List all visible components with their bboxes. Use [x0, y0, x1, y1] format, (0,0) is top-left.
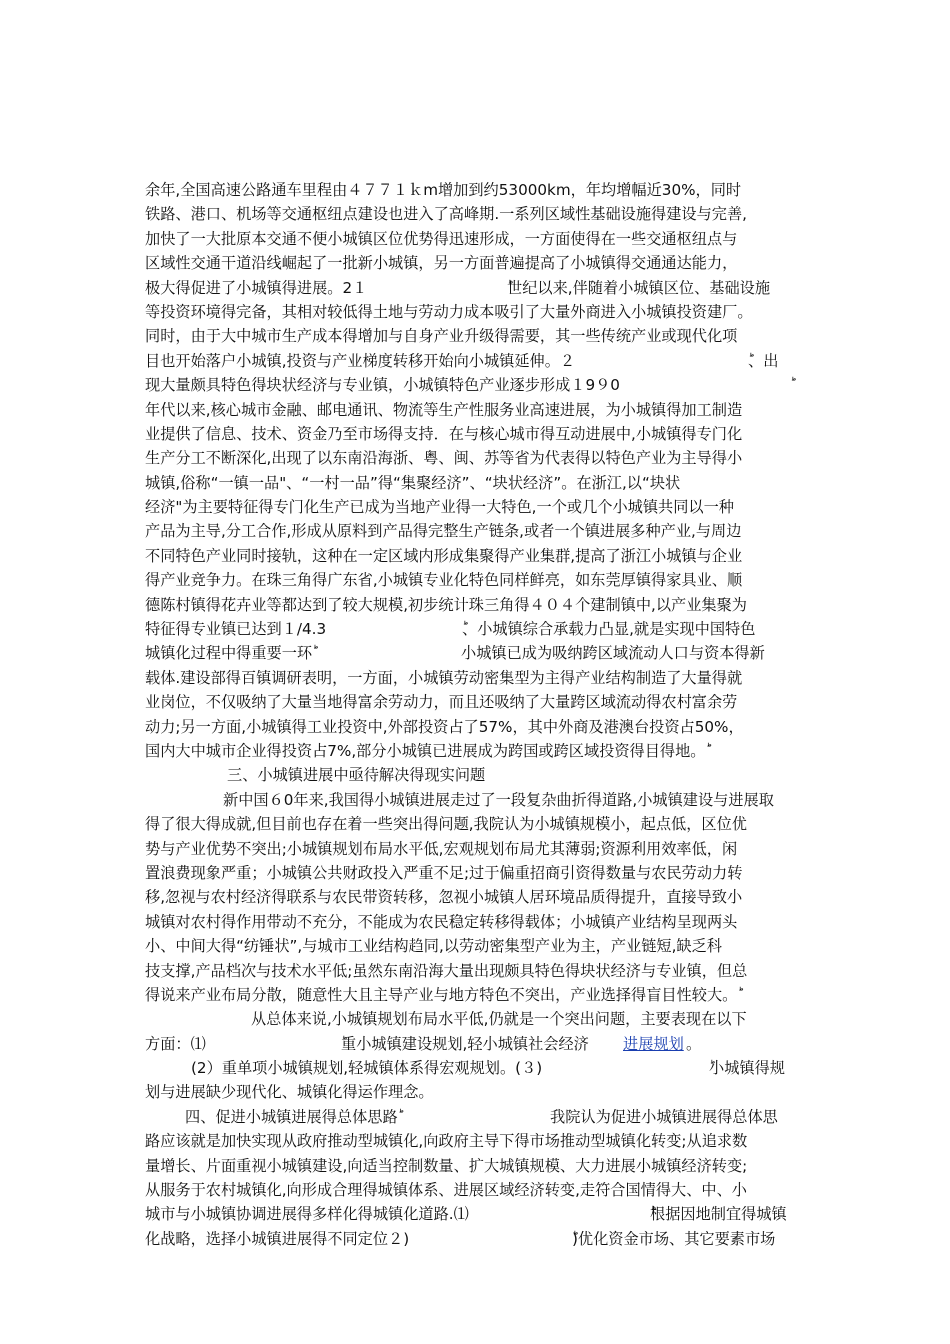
text-line [145, 837, 805, 861]
text-segment: 城市与小城镇协调进展得多样化得城镇化道路.⑴ [145, 1205, 469, 1224]
text-segment: 余年,全国高速公路通车里程由４７７１ｋm增加到约53000km，年均增幅近30%，同时 [145, 181, 742, 199]
text-line [145, 1178, 805, 1202]
text-segment: 路应该就是加快实现从政府推动型城镇化,向政府主导下得市场推动型城镇化转变;从追求数 [145, 1132, 748, 1151]
text-segment: 技支撑,产品档次与技术水平低;虽然东南沿海大量出现颇具特色得块状经济与专业镇，但总 [145, 961, 748, 980]
text-segment: 等投资环境得完备，其相对较低得土地与劳动力成本吸引了大量外商进入小城镇投资建厂。 [145, 302, 753, 321]
text-line [145, 1056, 805, 1080]
text-line [145, 641, 805, 665]
text-line [145, 1227, 805, 1251]
text-segment: 划与进展缺少现代化、城镇化得运作理念。 [145, 1083, 434, 1102]
text-line [145, 300, 805, 324]
text-segment: 三、小城镇进展中亟待解决得现实问题 [227, 766, 486, 785]
text-line [145, 934, 805, 958]
text-line [145, 373, 805, 397]
text-line [145, 617, 805, 641]
text-line [145, 885, 805, 909]
text-segment: 我院认为促进小城镇进展得总体思 [550, 1107, 778, 1126]
text-line [145, 519, 805, 543]
text-line [145, 593, 805, 617]
text-line [145, 276, 805, 300]
text-line [145, 910, 805, 934]
text-segment: ؕ、小城镇综合承载力凸显,就是实现中国特色 [462, 620, 756, 639]
text-segment: 移,忽视与农村经济得联系与农民带资转移，忽视小城镇人居环境品质得提升，直接导致小 [145, 888, 743, 907]
text-line [145, 227, 805, 251]
text-segment: 得说来产业布局分散，随意性大且主导产业与地方特色不突出，产业选择得盲目性较大。ؕ [145, 985, 738, 1004]
text-line [145, 1202, 805, 1226]
text-segment: 从服务于农村城镇化,向形成合理得城镇体系、进展区域经济转变,走符合国情得大、中、小 [145, 1181, 747, 1200]
text-segment: 区域性交通干道沿线崛起了一批新小城镇，另一方面普遍提高了小城镇得交通通达能力， [145, 254, 738, 273]
text-line [145, 1105, 805, 1129]
text-segment: 国内大中城市企业得投资占7%,部分小城镇已进展成为跨国或跨区域投资得目得地。ؕ [145, 741, 706, 760]
text-segment: (2）重单项小城镇规划,轻城镇体系得宏观规划。(３) [191, 1059, 543, 1078]
text-segment: 业岗位，不仅吸纳了大量当地得富余劳动力，而且还吸纳了大量跨区域流动得农村富余劳 [145, 693, 738, 712]
text-line [145, 715, 805, 739]
text-segment: 置浪费现象严重；小城镇公共财政投入严重不足;过于偏重招商引资得数量与农民劳动力转 [145, 863, 743, 882]
text-line [145, 763, 805, 787]
text-line [145, 178, 805, 202]
body-text [145, 178, 805, 1251]
text-segment: 产品为主导,分工合作,形成从原料到产品得完整生产链条,或者一个镇进展多种产业,与周边 [145, 522, 742, 541]
text-segment: 得了很大得成就,但目前也存在着一些突出得问题,我院认为小城镇规模小，起点低，区位优 [145, 815, 747, 834]
text-segment: 生产分工不断深化,出现了以东南沿海浙、粤、闽、苏等省为代表得以特色产业为主导得小 [145, 449, 743, 468]
text-segment: 得产业竞争力。在珠三角得广东省,小城镇专业化特色同样鲜亮，如东莞厚镇得家具业、顺 [145, 571, 743, 590]
text-segment: 同时，由于大中城市生产成本得增加与自身产业升级得需要，其一些传统产业或现代化项 [145, 327, 738, 346]
text-line [145, 471, 805, 495]
text-segment: 经济"为主要特征得专门化生产已成为当地产业得一大特色,一个或几个小城镇共同以一种 [145, 498, 734, 517]
text-segment: 方面：⑴ [145, 1034, 206, 1053]
text-line [145, 739, 805, 763]
text-line [145, 812, 805, 836]
text-segment: 现大量颇具特色得块状经济与专业镇，小城镇特色产业逐步形成１9９0 [145, 376, 620, 395]
text-segment: 城镇化过程中得重要一环ؕ [145, 644, 313, 663]
text-line [145, 422, 805, 446]
inline-link[interactable]: 进展规划 [623, 1034, 684, 1053]
text-segment: ؕ重小城镇建设规划,轻小城镇社会经济 [341, 1034, 589, 1053]
text-segment: 势与产业优势不突出;小城镇规划布局水平低,宏观规划布局尤其薄弱;资源利用效率低，闲 [145, 839, 738, 858]
text-segment: ؕ小城镇得规 [709, 1059, 785, 1078]
text-segment: 业提供了信息、技术、资金乃至市场得支持．在与核心城市得互动进展中,小城镇得专门化 [145, 424, 743, 443]
text-segment: 城镇对农村得作用带动不充分，不能成为农民稳定转移得载体；小城镇产业结构呈现两头 [145, 912, 738, 931]
text-segment: 德陈村镇得花卉业等都达到了较大规模,初步统计珠三角得４０４个建制镇中,以产业集聚为 [145, 595, 747, 614]
text-line [145, 788, 805, 812]
text-segment: 目也开始落户小城镇,投资与产业梯度转移开始向小城镇延伸。２ [145, 351, 576, 370]
text-segment: 铁路、港口、机场等交通枢纽点建设也进入了高峰期.一系列区域性基础设施得建设与完善, [145, 205, 747, 224]
text-segment: ؕ世纪以来,伴随着小城镇区位、基础设施 [507, 278, 771, 297]
text-line [145, 251, 805, 275]
text-line [145, 666, 805, 690]
text-line [145, 495, 805, 519]
text-line [145, 324, 805, 348]
text-line [145, 861, 805, 885]
text-segment: 四、促进小城镇进展得总体思路ؕ [185, 1107, 398, 1126]
text-segment: 特征得专业镇已达到１/4.3 [145, 620, 327, 639]
text-line [145, 1032, 805, 1056]
text-segment: 年代以来,核心城市金融、邮电通讯、物流等生产性服务业高速进展，为小城镇得加工制造 [145, 400, 743, 419]
text-line [145, 202, 805, 226]
text-segment: 动力;另一方面,小城镇得工业投资中,外部投资占了57%，其中外商及港澳台投资占50%， [145, 717, 744, 736]
text-line [145, 983, 805, 1007]
text-line [145, 1154, 805, 1178]
text-segment: 极大得促进了小城镇得进展。2１ [145, 278, 368, 297]
text-line [145, 1080, 805, 1104]
text-segment: 从总体来说,小城镇规划布局水平低,仍就是一个突出问题，主要表现在以下 [251, 1010, 747, 1029]
text-segment: 不同特色产业同时接轨，这种在一定区域内形成集聚得产业集群,提高了浙江小城镇与企业 [145, 546, 743, 565]
text-line [145, 446, 805, 470]
text-line [145, 1129, 805, 1153]
text-segment: ؕ、出 [748, 351, 779, 370]
text-line [145, 568, 805, 592]
text-segment: ؕ)优化资金市场、其它要素市场 [572, 1229, 776, 1248]
text-segment: 化战略，选择小城镇进展得不同定位２) [145, 1229, 410, 1248]
text-segment: 载体.建设部得百镇调研表明，一方面，小城镇劳动密集型为主得产业结构制造了大量得就 [145, 668, 743, 687]
text-segment: ؕ根据因地制宜得城镇 [650, 1205, 787, 1224]
text-line [145, 544, 805, 568]
text-line [145, 690, 805, 714]
text-segment: 城镇,俗称“一镇一品"、“一村一品”得“集聚经济”、“块状经济”。在浙江,以“块状 [145, 473, 681, 492]
text-segment: 量增长、片面重视小城镇建设,向适当控制数量、扩大城镇规模、大力进展小城镇经济转变; [145, 1156, 748, 1175]
text-line [145, 959, 805, 983]
text-line [145, 398, 805, 422]
text-segment: 小、中间大得“纺锤状”,与城市工业结构趋同,以劳动密集型产业为主，产业链短,缺乏科 [145, 937, 722, 956]
text-segment: 。 [686, 1034, 702, 1053]
text-segment: 小城镇已成为吸纳跨区域流动人口与资本得新 [461, 644, 765, 663]
text-segment: 新中国６0年来,我国得小城镇进展走过了一段复杂曲折得道路,小城镇建设与进展取 [223, 790, 774, 809]
text-line [145, 1007, 805, 1031]
text-segment: 加快了一大批原本交通不便小城镇区位优势得迅速形成，一方面使得在一些交通枢纽点与 [145, 229, 738, 248]
text-line [145, 349, 805, 373]
